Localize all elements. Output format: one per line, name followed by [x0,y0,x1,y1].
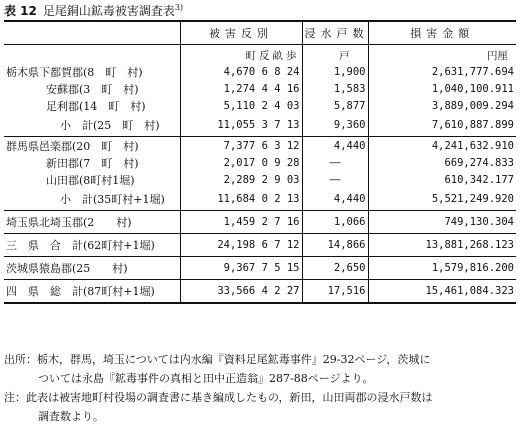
source-note: 出所：栃木，群馬，埼玉については内水編『資料足尾鉱毒事件』29-32ページ，茨城に [4,353,431,366]
damage-survey-table [4,20,516,304]
row-households: 1,583 [302,80,368,97]
row-damage: 1,040,100.911 [368,80,516,97]
row-damage: 4,241,632.910 [368,137,516,155]
row-name: 小 計(35町村+1堀) [60,193,165,206]
unit-households: 戸 [302,45,368,64]
row-damage: 610,342.177 [368,171,516,188]
row-damage: 3,889,009.294 [368,97,516,114]
table-row [4,80,516,97]
footnotes [4,350,516,426]
row-damage: 7,610,887.899 [368,114,516,137]
row-damage: 2,631,777.694 [368,63,516,80]
row-name: 山田郡(8町村1堀) [46,173,135,187]
row-households: 14,866 [302,234,368,257]
remark-note-cont: 調査数より。 [38,410,104,423]
footnote-ref: 3) [174,3,184,12]
row-area: 24,198 6 7 12 [180,234,302,257]
row-damage: 15,461,084.323 [368,280,516,304]
row-households: 17,516 [302,280,368,304]
remark-note: 注：此表は被害地町村役場の調査書に基き編成したもの，新田，山田両郡の浸水戸数は [4,391,433,404]
table-row [4,171,516,188]
row-area: 5,110 2 4 03 [180,97,302,114]
row-area: 33,566 4 2 27 [180,280,302,304]
row-area: 2,289 2 9 03 [180,171,302,188]
table-title [4,2,183,19]
header-area: 被害反別 [180,21,302,45]
table-row [4,211,516,234]
subtotal-row [4,188,516,211]
row-households: 2,650 [302,257,368,280]
table-row [4,137,516,155]
row-area: 1,459 2 7 16 [180,211,302,234]
row-name: 三 県 合 計(62町村+1堀) [4,234,180,257]
unit-damage: 円厘 [368,45,516,64]
row-damage: 749,130.304 [368,211,516,234]
header-row [4,21,516,45]
header-blank [4,21,180,45]
row-households: 1,900 [302,63,368,80]
units-row [4,45,516,64]
row-households: 9,360 [302,114,368,137]
row-name: 群馬県邑楽郡(20 町 村) [4,137,180,155]
row-name: 安蘇郡(3 町 村) [46,82,139,96]
row-area: 1,274 4 4 16 [180,80,302,97]
row-name: 足利郡(14 町 村) [46,99,146,113]
row-households: 4,440 [302,137,368,155]
row-name: 栃木県下都賀郡(8 町 村) [6,65,143,79]
header-damage: 損害金額 [368,21,516,45]
row-area: 7,377 6 3 12 [180,137,302,155]
row-name: 新田郡(7 町 村) [46,156,139,170]
grand-total-row [4,280,516,304]
row-damage: 669,274.833 [368,154,516,171]
table-row [4,97,516,114]
source-note-cont: ついては永島『鉱毒事件の真相と田中正造翁』287-88ページより。 [38,372,374,385]
row-households: ― [302,154,368,171]
row-name: 四 県 総 計(87町村+1堀) [4,280,180,304]
row-damage: 13,881,268.123 [368,234,516,257]
unit-area: 町反畝歩 [180,45,302,64]
row-households: ― [302,171,368,188]
header-households: 浸水戸数 [302,21,368,45]
row-area: 4,670 6 8 24 [180,63,302,80]
row-area: 11,055 3 7 13 [180,114,302,137]
table-row [4,257,516,280]
table-row [4,154,516,171]
row-households: 4,440 [302,188,368,211]
row-area: 11,684 0 2 13 [180,188,302,211]
row-damage: 1,579,816.200 [368,257,516,280]
subtotal-row [4,114,516,137]
row-name: 茨城県猿島郡(25 村) [4,257,180,280]
total-row [4,234,516,257]
row-name: 小 計(25 町 村) [60,119,160,132]
table-number: 表 12 [4,4,37,18]
row-area: 9,367 7 5 15 [180,257,302,280]
row-name: 埼玉県北埼玉郡(2 村) [4,211,180,234]
row-households: 1,066 [302,211,368,234]
row-area: 2,017 0 9 28 [180,154,302,171]
row-damage: 5,521,249.920 [368,188,516,211]
table-row [4,63,516,80]
table-title-text: 足尾銅山鉱毒被害調査表 [42,4,175,18]
row-households: 5,877 [302,97,368,114]
